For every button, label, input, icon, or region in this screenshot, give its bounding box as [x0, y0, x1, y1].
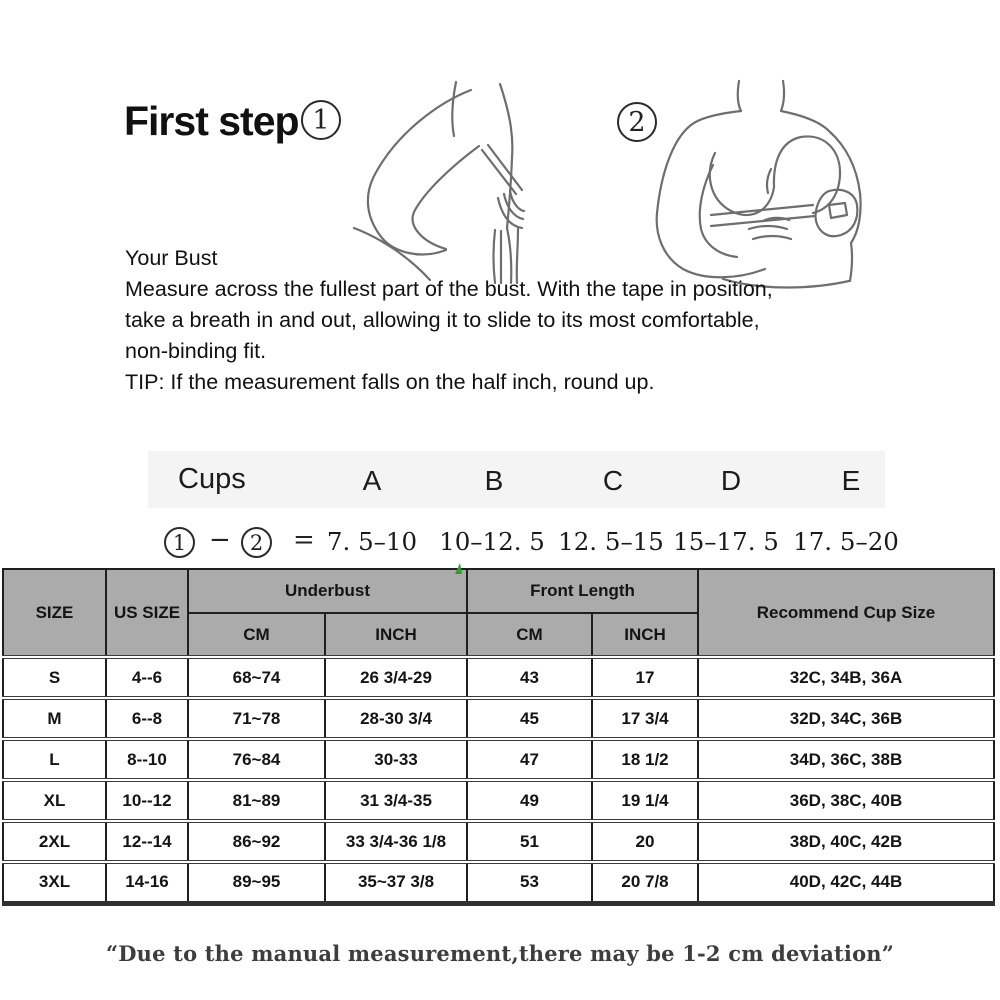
cell-us-size: 10--12 — [106, 780, 188, 821]
subheader-front-cm: CM — [467, 613, 592, 657]
size-chart-section — [2, 568, 993, 906]
cell-underbust-cm: 86~92 — [188, 821, 325, 862]
cell-us-size: 14-16 — [106, 862, 188, 903]
formula-circle-2-number: 2 — [249, 530, 264, 555]
cup-letter-a: A — [362, 465, 382, 496]
table-row-s — [3, 657, 994, 698]
col-header-size: SIZE — [3, 569, 106, 657]
cell-recommend: 36D, 38C, 40B — [698, 780, 994, 821]
cup-letter-c: C — [602, 465, 624, 496]
cell-front-cm: 49 — [467, 780, 592, 821]
cell-us-size: 4--6 — [106, 657, 188, 698]
cups-label: Cups — [178, 463, 246, 495]
cup-letter-d: D — [720, 465, 742, 496]
cell-underbust-inch: 33 3/4-36 1/8 — [325, 821, 467, 862]
cell-us-size: 8--10 — [106, 739, 188, 780]
col-header-underbust: Underbust — [188, 569, 467, 613]
measuring-instructions — [125, 243, 895, 398]
step-2-badge — [617, 102, 657, 142]
cell-size: S — [3, 657, 106, 698]
green-artifact-mark — [453, 563, 465, 575]
step-1-number: 1 — [312, 104, 330, 136]
deviation-note: “Due to the manual measurement,there may be 1-2 cm deviation” — [105, 941, 895, 966]
cell-recommend: 40D, 42C, 44B — [698, 862, 994, 903]
cell-front-inch: 18 1/2 — [592, 739, 698, 780]
instruction-line: Measure across the fullest part of the bust. With the tape in position, — [125, 277, 773, 301]
cup-range-a: 7. 5–10 — [326, 527, 418, 556]
cell-size: M — [3, 698, 106, 739]
cell-recommend: 34D, 36C, 38B — [698, 739, 994, 780]
cell-underbust-cm: 68~74 — [188, 657, 325, 698]
cell-front-inch: 17 — [592, 657, 698, 698]
cup-range-c: 12. 5–15 — [558, 527, 664, 556]
cups-header-band — [148, 451, 885, 508]
page-title: First step — [124, 98, 299, 144]
size-chart-table — [2, 568, 995, 906]
cell-front-cm: 45 — [467, 698, 592, 739]
cell-size: XL — [3, 780, 106, 821]
cell-front-inch: 17 3/4 — [592, 698, 698, 739]
cell-underbust-inch: 30-33 — [325, 739, 467, 780]
equals-sign: = — [293, 525, 315, 555]
table-row-2xl — [3, 821, 994, 862]
cell-underbust-cm: 81~89 — [188, 780, 325, 821]
cell-us-size: 12--14 — [106, 821, 188, 862]
instruction-line: TIP: If the measurement falls on the half inch, round up. — [125, 370, 655, 394]
step-2-number: 2 — [628, 106, 646, 138]
cell-front-inch: 20 — [592, 821, 698, 862]
cell-size: 2XL — [3, 821, 106, 862]
cell-recommend: 32C, 34B, 36A — [698, 657, 994, 698]
instruction-line: take a breath in and out, allowing it to slide to its most comfortable, — [125, 308, 760, 332]
cup-range-d: 15–17. 5 — [673, 527, 779, 556]
cell-front-inch: 19 1/4 — [592, 780, 698, 821]
minus-sign: − — [209, 525, 231, 555]
subheader-front-inch: INCH — [592, 613, 698, 657]
table-row-m — [3, 698, 994, 739]
cell-front-inch: 20 7/8 — [592, 862, 698, 903]
col-header-recommend-cup-size: Recommend Cup Size — [698, 569, 994, 657]
cell-underbust-cm: 76~84 — [188, 739, 325, 780]
formula-circle-1-number: 1 — [172, 530, 187, 555]
cell-underbust-inch: 31 3/4-35 — [325, 780, 467, 821]
cup-letter-e: E — [841, 465, 861, 496]
cell-size: L — [3, 739, 106, 780]
cup-range-b: 10–12. 5 — [439, 527, 545, 556]
cell-front-cm: 43 — [467, 657, 592, 698]
cup-range-e: 17. 5–20 — [793, 527, 899, 556]
cell-underbust-inch: 28-30 3/4 — [325, 698, 467, 739]
cell-underbust-cm: 89~95 — [188, 862, 325, 903]
subheader-underbust-cm: CM — [188, 613, 325, 657]
cell-underbust-inch: 35~37 3/8 — [325, 862, 467, 903]
cell-front-cm: 53 — [467, 862, 592, 903]
cell-size: 3XL — [3, 862, 106, 903]
cell-recommend: 38D, 40C, 42B — [698, 821, 994, 862]
table-row-xl — [3, 780, 994, 821]
instruction-line: Your Bust — [125, 246, 218, 270]
cup-letter-b: B — [484, 465, 504, 496]
formula-circle-2 — [241, 527, 272, 558]
formula-circle-1 — [164, 527, 195, 558]
cell-underbust-inch: 26 3/4-29 — [325, 657, 467, 698]
subheader-underbust-inch: INCH — [325, 613, 467, 657]
cell-front-cm: 47 — [467, 739, 592, 780]
col-header-front-length: Front Length — [467, 569, 698, 613]
cell-underbust-cm: 71~78 — [188, 698, 325, 739]
table-row-l — [3, 739, 994, 780]
cell-front-cm: 51 — [467, 821, 592, 862]
col-header-us-size: US SIZE — [106, 569, 188, 657]
cup-formula-row — [0, 524, 1000, 562]
step-1-badge — [301, 100, 341, 140]
cell-recommend: 32D, 34C, 36B — [698, 698, 994, 739]
instruction-line: non-binding fit. — [125, 339, 267, 363]
cell-us-size: 6--8 — [106, 698, 188, 739]
table-row-3xl — [3, 862, 994, 903]
